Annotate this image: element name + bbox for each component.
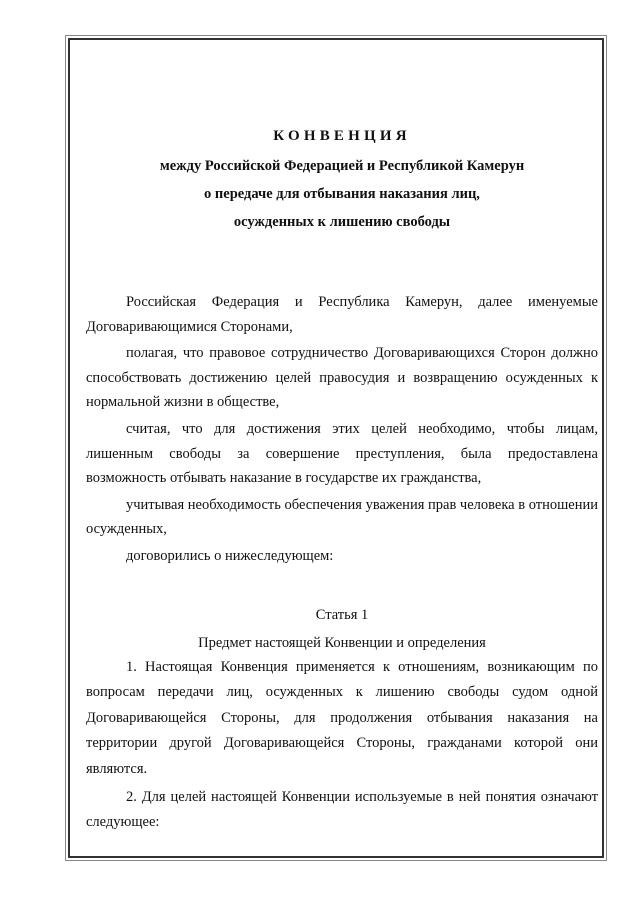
preamble-paragraph: считая, что для достижения этих целей необходимо, чтобы лицам, лишенным свободы за совершение преступления, была предоставлена возможность отбывать наказание в государстве их гражданства, bbox=[86, 420, 598, 487]
title-line-1: между Российской Федерацией и Республикой Камерун bbox=[159, 158, 525, 174]
article-heading: Предмет настоящей Конвенции и определения bbox=[198, 634, 486, 651]
article-paragraph: 2. Для целей настоящей Конвенции используемые в ней понятия означают следующее: bbox=[86, 788, 598, 831]
article-paragraph: 1. Настоящая Конвенция применяется к отношениям, возникающим по вопросам передачи лиц, осужденных к лишению свободы судом одной Договаривающейся Стороны, для продолжения отбывания наказания на территории другой Договаривающейся Стороны, гражданами которой они являются. bbox=[86, 658, 598, 777]
title-line-2: о передаче для отбывания наказания лиц, bbox=[204, 186, 480, 202]
preamble-paragraph: полагая, что правовое сотрудничество Договаривающихся Сторон должно способствовать достижению целей правосудия и возвращению осужденных к нормальной жизни в обществе, bbox=[86, 345, 598, 411]
preamble bbox=[86, 290, 598, 836]
preamble-paragraph: Российская Федерация и Республика Камерун, далее именуемые Договаривающимися Сторонами, bbox=[86, 294, 598, 335]
document-content bbox=[86, 126, 598, 836]
document-title-block bbox=[86, 126, 598, 236]
title-line-3: осужденных к лишению свободы bbox=[233, 214, 451, 230]
preamble-paragraph: учитывая необходимость обеспечения уважения прав человека в отношении осужденных, bbox=[86, 496, 598, 538]
preamble-paragraph: договорились о нижеследующем: bbox=[126, 547, 334, 564]
article-number: Статья 1 bbox=[315, 606, 369, 623]
convention-title: КОНВЕНЦИЯ bbox=[273, 128, 411, 144]
